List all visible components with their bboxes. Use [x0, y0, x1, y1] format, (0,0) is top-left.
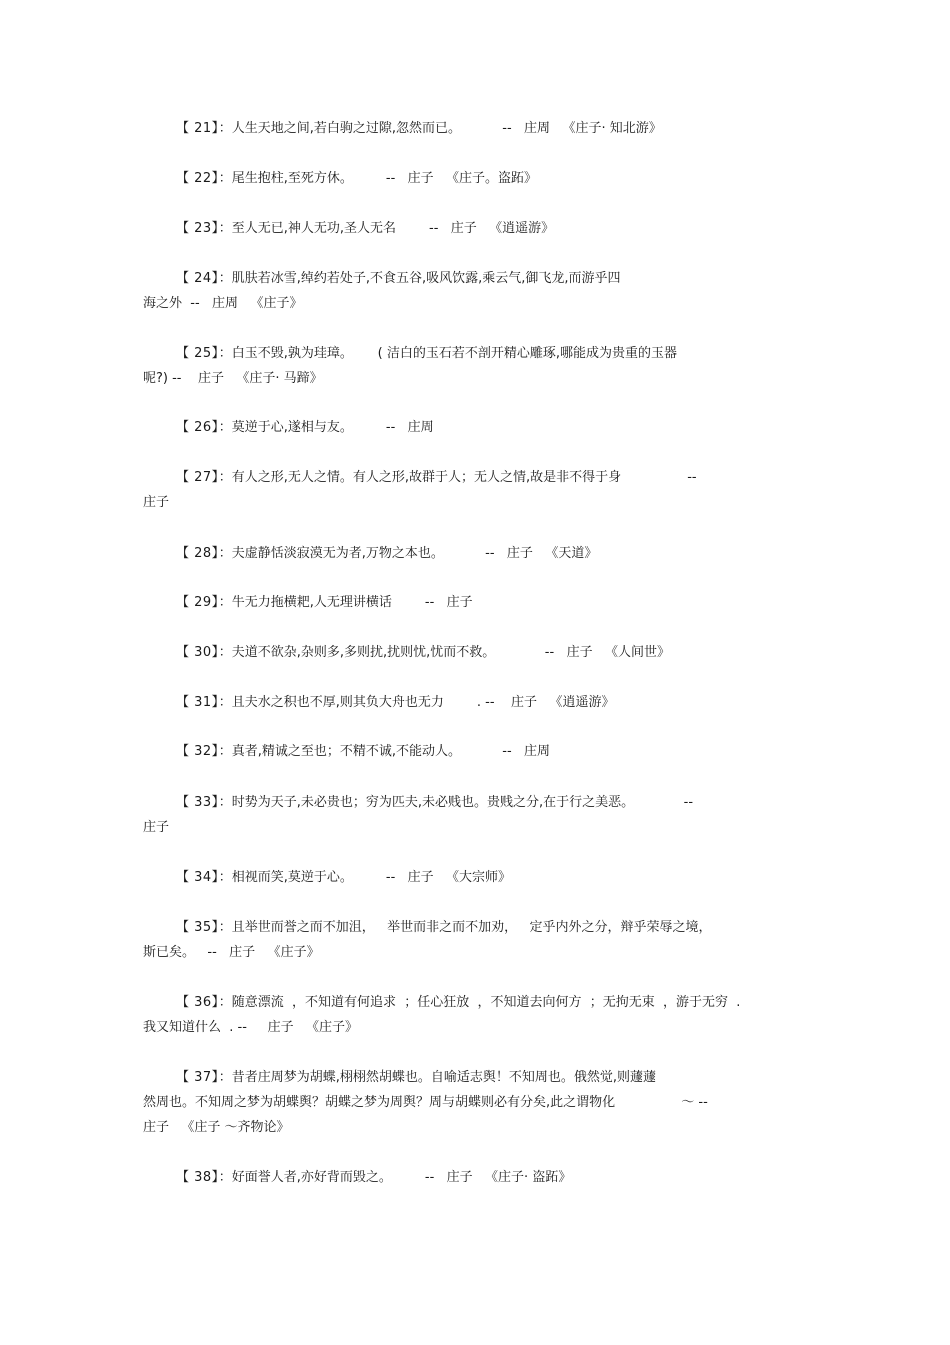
quote-line — [176, 221, 554, 237]
quote-line — [176, 995, 740, 1011]
quote-number: 【 22】 — [176, 171, 219, 186]
quote-number: 【 28】 — [176, 546, 219, 561]
quote-line — [176, 420, 434, 436]
quote-text: ：肌肤若冰雪,绰约若处子,不食五谷,吸风饮露,乘云气,御飞龙,而游乎四 — [218, 271, 621, 286]
quote-continuation-line: 我又知道什么 . -- 庄子 《庄子》 — [143, 1020, 358, 1035]
quote-text: ：且夫水之积也不厚,则其负大舟也无力 . -- 庄子 《逍遥游》 — [218, 695, 615, 710]
quote-line — [176, 121, 662, 137]
quote-text: ：时势为天子,未必贵也；穷为匹夫,未必贱也。贵贱之分,在于行之美恶。 -- — [218, 795, 694, 810]
quote-number: 【 26】 — [176, 420, 219, 435]
quote-text: ：牛无力拖横耙,人无理讲横话 -- 庄子 — [218, 595, 473, 610]
quote-line — [176, 470, 697, 486]
quote-line — [176, 744, 550, 760]
quote-text: ：人生天地之间,若白驹之过隙,忽然而已。 -- 庄周 《庄子· 知北游》 — [218, 121, 662, 136]
quote-number: 【 36】 — [176, 995, 219, 1010]
quote-text: ：夫道不欲杂,杂则多,多则扰,扰则忧,忧而不救。 -- 庄子 《人间世》 — [218, 645, 670, 660]
quote-continuation-line: 庄子 《庄子 ～齐物论》 — [143, 1120, 290, 1135]
quote-text: ：夫虚静恬淡寂漠无为者,万物之本也。 -- 庄子 《天道》 — [218, 546, 598, 561]
quote-number: 【 34】 — [176, 870, 219, 885]
quote-text: ：昔者庄周梦为胡蝶,栩栩然胡蝶也。自喻适志舆！不知周也。俄然觉,则蘧蘧 — [218, 1070, 656, 1085]
quote-number: 【 27】 — [176, 470, 219, 485]
quote-line — [176, 1070, 656, 1086]
quote-line — [176, 271, 620, 287]
quote-number: 【 30】 — [176, 645, 219, 660]
quote-number: 【 29】 — [176, 595, 219, 610]
quote-number: 【 24】 — [176, 271, 219, 286]
quote-line — [176, 171, 537, 187]
quote-text: ：莫逆于心,遂相与友。 -- 庄周 — [218, 420, 434, 435]
quote-line — [176, 1170, 571, 1186]
quote-text: ：白玉不毁,孰为珪璋。 ( 洁白的玉石若不剖开精心雕琢,哪能成为贵重的玉器 — [218, 346, 677, 361]
quote-number: 【 35】 — [176, 920, 219, 935]
quote-continuation-line: 斯已矣。 -- 庄子 《庄子》 — [143, 945, 320, 960]
quote-text: ：至人无已,神人无功,圣人无名 -- 庄子 《逍遥游》 — [218, 221, 555, 236]
quote-continuation-line: 海之外 -- 庄周 《庄子》 — [143, 296, 303, 311]
quote-text: ：有人之形,无人之情。有人之形,故群于人；无人之情,故是非不得于身 -- — [218, 470, 697, 485]
quote-number: 【 32】 — [176, 744, 219, 759]
quote-line — [176, 920, 711, 936]
quote-line — [176, 795, 693, 811]
quote-text: ：且举世而誉之而不加沮， 举世而非之而不加劝， 定乎内外之分，辩乎荣辱之境， — [218, 920, 712, 935]
quote-line — [176, 546, 597, 562]
quote-continuation-line: 然周也。不知周之梦为胡蝶舆？胡蝶之梦为周舆？周与胡蝶则必有分矣,此之谓物化 ～ -- — [143, 1095, 708, 1110]
quote-line — [176, 870, 511, 886]
quote-continuation-line: 庄子 — [143, 495, 170, 510]
quote-number: 【 31】 — [176, 695, 219, 710]
quote-line — [176, 346, 677, 362]
quote-number: 【 38】 — [176, 1170, 219, 1185]
quote-number: 【 33】 — [176, 795, 219, 810]
quote-number: 【 25】 — [176, 346, 219, 361]
quote-number: 【 21】 — [176, 121, 219, 136]
quote-text: ：好面誉人者,亦好背而毁之。 -- 庄子 《庄子· 盗跖》 — [218, 1170, 572, 1185]
quote-text: ：随意漂流 ，不知道有何追求 ；任心狂放 ，不知道去向何方 ；无拘无束 ，游于无穷 . — [218, 995, 741, 1010]
quote-continuation-line: 庄子 — [143, 820, 170, 835]
quote-line — [176, 645, 670, 661]
quote-continuation-line: 呢?) -- 庄子 《庄子· 马蹄》 — [143, 371, 323, 386]
quote-line — [176, 595, 473, 611]
quote-text: ：真者,精诚之至也；不精不诚,不能动人。 -- 庄周 — [218, 744, 551, 759]
quote-number: 【 23】 — [176, 221, 219, 236]
quote-text: ：尾生抱柱,至死方休。 -- 庄子 《庄子。盗跖》 — [218, 171, 538, 186]
quote-text: ：相视而笑,莫逆于心。 -- 庄子 《大宗师》 — [218, 870, 512, 885]
quote-line — [176, 695, 614, 711]
quote-number: 【 37】 — [176, 1070, 219, 1085]
